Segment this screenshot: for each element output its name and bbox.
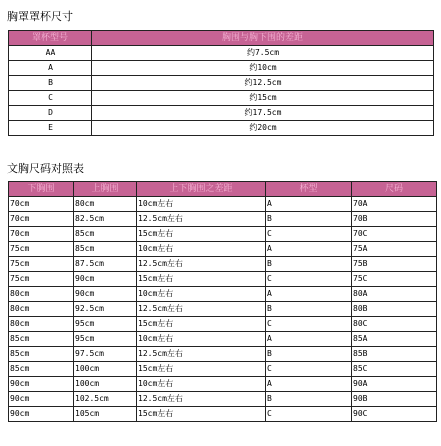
table-cell: 102.5cm <box>74 392 137 407</box>
table-cell: 92.5cm <box>74 302 137 317</box>
table-cell: 85cm <box>9 332 74 347</box>
table-cell: 80cm <box>74 197 137 212</box>
table-cell: 75cm <box>9 242 74 257</box>
table-cell: 90cm <box>9 407 74 422</box>
table-cell: 97.5cm <box>74 347 137 362</box>
table-row <box>9 317 437 332</box>
table-cell: A <box>266 197 352 212</box>
table-row <box>9 347 437 362</box>
table-header-row <box>9 31 434 46</box>
table-cell: 90C <box>352 407 437 422</box>
table-cell: 约15cm <box>92 91 434 106</box>
table-cell: 90cm <box>74 287 137 302</box>
table-cell: B <box>266 257 352 272</box>
cup-size-title: 胸罩罩杯尺寸 <box>7 10 73 23</box>
table-row <box>9 377 437 392</box>
table-cell: 85C <box>352 362 437 377</box>
table-cell: 75cm <box>9 272 74 287</box>
table-cell: 75A <box>352 242 437 257</box>
table-cell: A <box>266 332 352 347</box>
table-cell: 15cm左右 <box>137 407 266 422</box>
table-cell: B <box>266 302 352 317</box>
table-row <box>9 227 437 242</box>
table-row <box>9 46 434 61</box>
table-cell: 12.5cm左右 <box>137 302 266 317</box>
table-cell: 10cm左右 <box>137 377 266 392</box>
table-row <box>9 257 437 272</box>
table-cell: 100cm <box>74 377 137 392</box>
table-cell: 15cm左右 <box>137 317 266 332</box>
table-cell: 95cm <box>74 317 137 332</box>
table-cell: 15cm左右 <box>137 362 266 377</box>
table-row <box>9 61 434 76</box>
table-cell: AA <box>9 46 92 61</box>
table-row <box>9 392 437 407</box>
table-cell: C <box>266 362 352 377</box>
table-row <box>9 106 434 121</box>
table-cell: 70A <box>352 197 437 212</box>
column-header-size: 尺码 <box>352 182 437 197</box>
table-row <box>9 242 437 257</box>
table-cell: B <box>9 76 92 91</box>
table-row <box>9 362 437 377</box>
table-cell: 15cm左右 <box>137 272 266 287</box>
table-cell: 12.5cm左右 <box>137 392 266 407</box>
table-cell: A <box>9 61 92 76</box>
size-chart-table <box>8 181 437 422</box>
table-cell: 70cm <box>9 197 74 212</box>
table-cell: 90cm <box>9 392 74 407</box>
table-cell: 80B <box>352 302 437 317</box>
table-cell: 12.5cm左右 <box>137 347 266 362</box>
table-cell: 10cm左右 <box>137 287 266 302</box>
table-cell: 约20cm <box>92 121 434 136</box>
column-header-cup-type: 杯型 <box>266 182 352 197</box>
table-row <box>9 197 437 212</box>
table-row <box>9 332 437 347</box>
column-header-under-bust: 下胸围 <box>9 182 74 197</box>
table-cell: B <box>266 347 352 362</box>
table-cell: 80cm <box>9 287 74 302</box>
table-cell: 10cm左右 <box>137 197 266 212</box>
table-cell: 70C <box>352 227 437 242</box>
table-row <box>9 121 434 136</box>
size-chart-title: 文胸尺码对照表 <box>7 162 84 175</box>
table-cell: 15cm左右 <box>137 227 266 242</box>
table-cell: 10cm左右 <box>137 242 266 257</box>
table-cell: B <box>266 212 352 227</box>
table-cell: 75cm <box>9 257 74 272</box>
table-cell: C <box>9 91 92 106</box>
table-cell: 约7.5cm <box>92 46 434 61</box>
table-cell: D <box>9 106 92 121</box>
table-cell: B <box>266 392 352 407</box>
table-cell: 90A <box>352 377 437 392</box>
table-cell: 80cm <box>9 302 74 317</box>
table-cell: 85B <box>352 347 437 362</box>
table-row <box>9 76 434 91</box>
table-row <box>9 272 437 287</box>
table-cell: 87.5cm <box>74 257 137 272</box>
table-cell: A <box>266 377 352 392</box>
table-row <box>9 212 437 227</box>
table-cell: C <box>266 272 352 287</box>
table-cell: 80A <box>352 287 437 302</box>
table-cell: 75C <box>352 272 437 287</box>
table-cell: 82.5cm <box>74 212 137 227</box>
table-cell: 75B <box>352 257 437 272</box>
table-cell: A <box>266 242 352 257</box>
table-cell: 12.5cm左右 <box>137 212 266 227</box>
table-cell: 100cm <box>74 362 137 377</box>
table-cell: 10cm左右 <box>137 332 266 347</box>
table-cell: 95cm <box>74 332 137 347</box>
table-row <box>9 287 437 302</box>
table-row <box>9 302 437 317</box>
table-cell: A <box>266 287 352 302</box>
table-row <box>9 91 434 106</box>
table-cell: 80C <box>352 317 437 332</box>
column-header-cup-type: 罩杯型号 <box>9 31 92 46</box>
table-cell: 70cm <box>9 227 74 242</box>
column-header-difference: 胸围与胸下围的差距 <box>92 31 434 46</box>
column-header-difference: 上下胸围之差距 <box>137 182 266 197</box>
table-cell: C <box>266 407 352 422</box>
table-cell: 90cm <box>74 272 137 287</box>
table-cell: 85cm <box>9 362 74 377</box>
column-header-over-bust: 上胸围 <box>74 182 137 197</box>
table-cell: 90B <box>352 392 437 407</box>
table-cell: 约10cm <box>92 61 434 76</box>
table-cell: C <box>266 227 352 242</box>
table-cell: 105cm <box>74 407 137 422</box>
table-cell: 85cm <box>74 227 137 242</box>
table-cell: 85cm <box>74 242 137 257</box>
table-cell: 85cm <box>9 347 74 362</box>
table-cell: 70B <box>352 212 437 227</box>
table-cell: 12.5cm左右 <box>137 257 266 272</box>
table-cell: 约17.5cm <box>92 106 434 121</box>
table-header-row <box>9 182 437 197</box>
table-cell: 80cm <box>9 317 74 332</box>
table-row <box>9 407 437 422</box>
table-cell: 70cm <box>9 212 74 227</box>
table-cell: 90cm <box>9 377 74 392</box>
table-cell: C <box>266 317 352 332</box>
table-cell: 85A <box>352 332 437 347</box>
table-cell: 约12.5cm <box>92 76 434 91</box>
cup-size-table <box>8 30 434 136</box>
table-cell: E <box>9 121 92 136</box>
